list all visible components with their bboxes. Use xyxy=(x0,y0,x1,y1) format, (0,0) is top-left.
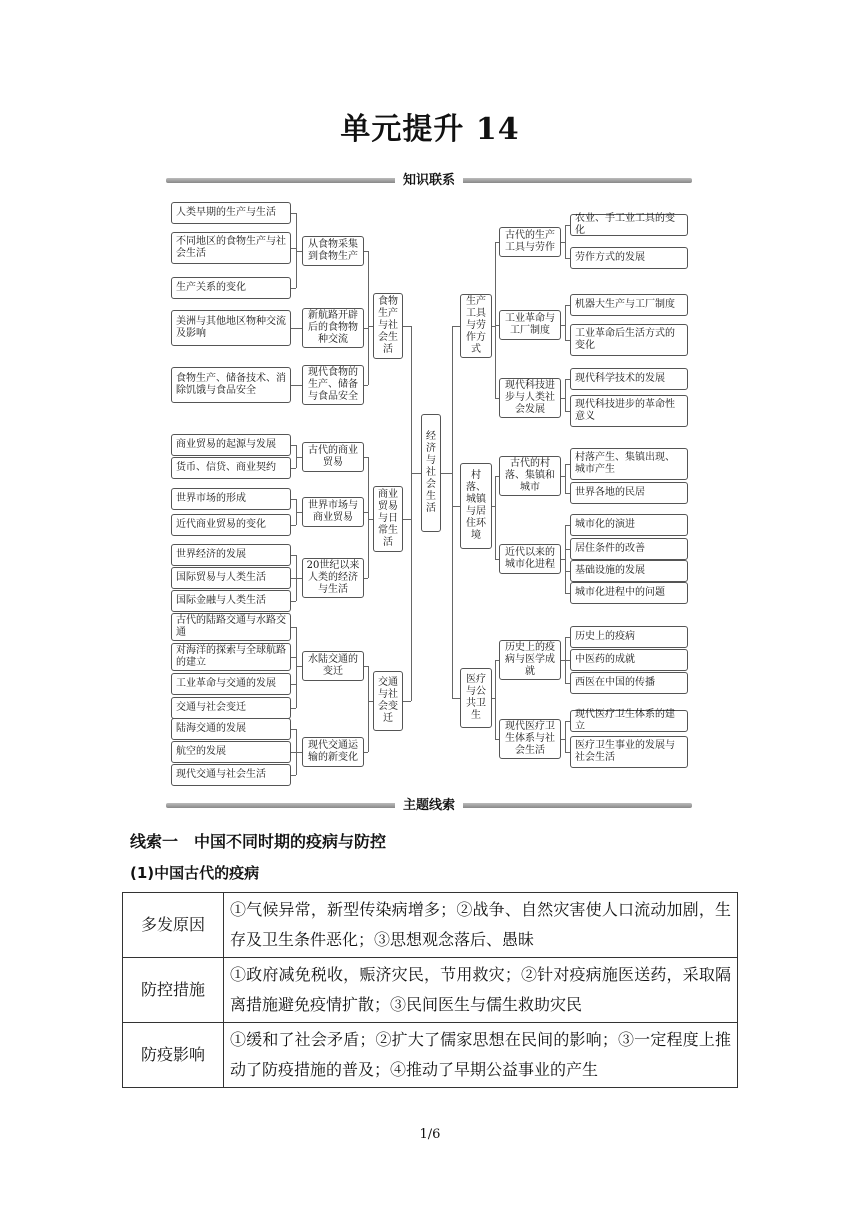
sub-topic: 从食物采集到食物生产 xyxy=(302,236,364,266)
topic-item: 不同地区的食物生产与社会生活 xyxy=(171,232,291,264)
section-heading: 线索一 中国不同时期的疫病与防控 xyxy=(130,832,387,851)
connector-line xyxy=(565,464,570,465)
connector-line xyxy=(565,683,570,684)
topic-item: 国际金融与人类生活 xyxy=(171,590,291,612)
topic-item: 机器大生产与工厂制度 xyxy=(570,294,688,316)
topic-item: 商业贸易的起源与发展 xyxy=(171,434,291,456)
connector-line xyxy=(495,476,496,559)
topic-item: 陆海交通的发展 xyxy=(171,718,291,740)
topic-item: 古代的陆路交通与水路交通 xyxy=(171,613,291,641)
connector-line xyxy=(291,684,296,685)
connector-line xyxy=(452,506,460,507)
topic-item: 医疗卫生事业的发展与社会生活 xyxy=(570,736,688,768)
topic-item: 世界市场的形成 xyxy=(171,488,291,510)
topic-item: 村落产生、集镇出现、城市产生 xyxy=(570,448,688,480)
sub-topic: 历史上的疫病与医学成就 xyxy=(499,640,561,680)
topic-item: 农业、手工业工具的变化 xyxy=(570,214,688,236)
connector-line xyxy=(492,326,495,327)
row-value: ①气候异常，新型传染病增多；②战争、自然灾害使人口流动加剧，生存及卫生条件恶化；③思想观念落后、愚昧 xyxy=(224,893,738,958)
connector-line xyxy=(561,398,565,399)
connector-line xyxy=(561,476,565,477)
connector-line xyxy=(561,739,565,740)
connector-line xyxy=(296,752,302,753)
connector-line xyxy=(291,288,296,289)
topic-item: 对海洋的探索与全球航路的建立 xyxy=(171,643,291,671)
connector-line xyxy=(368,666,369,752)
topic-item: 国际贸易与人类生活 xyxy=(171,567,291,589)
topic-item: 中医药的成就 xyxy=(570,649,688,671)
topic-item: 交通与社会变迁 xyxy=(171,697,291,719)
connector-line xyxy=(364,752,368,753)
connector-line xyxy=(291,555,296,556)
topic-item: 工业革命后生活方式的变化 xyxy=(570,324,688,356)
table-row xyxy=(123,1023,738,1088)
connector-line xyxy=(565,593,570,594)
topic-item: 美洲与其他地区物种交流及影响 xyxy=(171,310,291,346)
row-key: 防疫影响 xyxy=(123,1023,224,1088)
topic-item: 货币、信贷、商业契约 xyxy=(171,457,291,479)
connector-line xyxy=(565,411,570,412)
page-number: 1/6 xyxy=(419,1127,441,1142)
connector-line xyxy=(411,473,421,474)
topic-item: 劳作方式的发展 xyxy=(570,247,688,269)
connector-line xyxy=(495,325,499,326)
main-topic: 食物生产与社会生活 xyxy=(373,293,403,359)
connector-line xyxy=(565,752,570,753)
connector-line xyxy=(364,328,368,329)
connector-line xyxy=(452,698,460,699)
connector-line xyxy=(492,698,495,699)
connector-line xyxy=(565,549,570,550)
topic-item: 现代交通与社会生活 xyxy=(171,764,291,786)
connector-line xyxy=(565,305,570,306)
topic-item: 航空的发展 xyxy=(171,741,291,763)
connector-line xyxy=(364,666,368,667)
info-table xyxy=(122,892,738,1088)
row-value: ①政府减免税收，赈济灾民，节用救灾；②针对疫病施医送药，采取隔离措施避免疫情扩散；③民间医生与儒生救助灾民 xyxy=(224,958,738,1023)
connector-line xyxy=(291,775,296,776)
connector-line xyxy=(565,305,566,340)
connector-line xyxy=(364,578,368,579)
center-topic: 经济与社会生活 xyxy=(421,414,441,532)
topic-item: 居住条件的改善 xyxy=(570,538,688,560)
connector-line xyxy=(565,340,570,341)
connector-line xyxy=(561,325,565,326)
connector-line xyxy=(291,657,296,658)
connector-line xyxy=(296,457,302,458)
topic-item: 现代科学技术的发展 xyxy=(570,368,688,390)
sub-topic: 现代交通运输的新变化 xyxy=(302,737,364,767)
connector-line xyxy=(368,701,373,702)
topic-item: 工业革命与交通的发展 xyxy=(171,673,291,695)
row-key: 防控措施 xyxy=(123,958,224,1023)
connector-line xyxy=(296,328,302,329)
connector-line xyxy=(452,326,460,327)
connector-line xyxy=(403,326,411,327)
topic-item: 生产关系的变化 xyxy=(171,277,291,299)
connector-line xyxy=(495,739,499,740)
sub-topic: 现代医疗卫生体系与社会生活 xyxy=(499,719,561,759)
sub-topic: 古代的村落、集镇和城市 xyxy=(499,456,561,496)
table-row xyxy=(123,958,738,1023)
connector-line xyxy=(565,571,570,572)
connector-line xyxy=(403,519,411,520)
connector-line xyxy=(368,519,373,520)
topic-item: 西医在中国的传播 xyxy=(570,672,688,694)
connector-line xyxy=(291,729,296,730)
topic-item: 现代科技进步的革命性意义 xyxy=(570,395,688,427)
connector-line xyxy=(364,385,368,386)
connector-line xyxy=(561,559,565,560)
connector-line xyxy=(364,512,368,513)
connector-line xyxy=(565,493,570,494)
row-key: 多发原因 xyxy=(123,893,224,958)
connector-line xyxy=(495,660,496,739)
topic-item: 城市化进程中的问题 xyxy=(570,582,688,604)
connector-line xyxy=(291,601,296,602)
connector-line xyxy=(291,627,296,628)
sub-topic: 新航路开辟后的食物物种交流 xyxy=(302,308,364,348)
page-title: 单元提升 14 xyxy=(340,112,520,147)
topic-item: 近代商业贸易的变化 xyxy=(171,514,291,536)
connector-line xyxy=(561,660,565,661)
connector-line xyxy=(492,506,495,507)
connector-line xyxy=(495,660,499,661)
sub-topic: 古代的商业贸易 xyxy=(302,442,364,472)
connector-line xyxy=(296,512,302,513)
connector-line xyxy=(291,525,296,526)
connector-line xyxy=(368,457,369,579)
banner-label: 主题线索 xyxy=(395,798,463,813)
sub-topic: 古代的生产工具与劳作 xyxy=(499,227,561,257)
connector-line xyxy=(565,637,570,638)
sub-topic: 现代食物的生产、储备与食品安全 xyxy=(302,365,364,405)
connector-line xyxy=(291,468,296,469)
connector-line xyxy=(495,242,496,398)
connector-line xyxy=(452,326,453,698)
connector-line xyxy=(565,258,570,259)
connector-line xyxy=(561,242,565,243)
table-row xyxy=(123,893,738,958)
connector-line xyxy=(441,473,452,474)
sub-topic: 世界市场与商业贸易 xyxy=(302,497,364,527)
connector-line xyxy=(565,525,570,526)
connector-line xyxy=(565,225,570,226)
banner-theme xyxy=(166,794,692,816)
connector-line xyxy=(296,578,302,579)
connector-line xyxy=(368,251,369,386)
connector-line xyxy=(291,445,296,446)
sub-heading: (1)中国古代的疫病 xyxy=(130,864,260,882)
main-topic: 村落、城镇与居住环境 xyxy=(460,463,492,549)
connector-line xyxy=(364,457,368,458)
main-topic: 生产工具与劳作方式 xyxy=(460,294,492,358)
connector-line xyxy=(364,251,368,252)
topic-item: 现代医疗卫生体系的建立 xyxy=(570,710,688,732)
topic-item: 基础设施的发展 xyxy=(570,560,688,582)
connector-line xyxy=(296,251,302,252)
main-topic: 交通与社会变迁 xyxy=(373,671,403,731)
topic-item: 世界经济的发展 xyxy=(171,544,291,566)
banner-knowledge xyxy=(166,169,692,191)
sub-topic: 近代以来的城市化进程 xyxy=(499,544,561,574)
connector-line xyxy=(495,398,499,399)
sub-topic: 20世纪以来人类的经济与生活 xyxy=(302,558,364,598)
topic-item: 历史上的疫病 xyxy=(570,626,688,648)
connector-line xyxy=(403,701,411,702)
connector-line xyxy=(291,213,296,214)
sub-topic: 工业革命与工厂制度 xyxy=(499,310,561,340)
connector-line xyxy=(296,385,302,386)
connector-line xyxy=(296,666,302,667)
connector-line xyxy=(495,242,499,243)
connector-line xyxy=(291,499,296,500)
connector-line xyxy=(565,525,566,593)
banner-label: 知识联系 xyxy=(395,173,463,188)
sub-topic: 水陆交通的变迁 xyxy=(302,651,364,681)
connector-line xyxy=(411,326,412,701)
connector-line xyxy=(565,721,566,752)
mind-map xyxy=(166,196,692,786)
topic-item: 世界各地的民居 xyxy=(570,482,688,504)
connector-line xyxy=(565,379,566,411)
main-topic: 医疗与公共卫生 xyxy=(460,668,492,728)
connector-line xyxy=(565,379,570,380)
connector-line xyxy=(291,708,296,709)
topic-item: 城市化的演进 xyxy=(570,514,688,536)
connector-line xyxy=(291,248,296,249)
connector-line xyxy=(565,660,570,661)
connector-line xyxy=(368,326,373,327)
connector-line xyxy=(495,476,499,477)
topic-item: 人类早期的生产与生活 xyxy=(171,202,291,224)
connector-line xyxy=(296,627,297,708)
connector-line xyxy=(565,225,566,258)
row-value: ①缓和了社会矛盾；②扩大了儒家思想在民间的影响；③一定程度上推动了防疫措施的普及；④推动了早期公益事业的产生 xyxy=(224,1023,738,1088)
sub-topic: 现代科技进步与人类社会发展 xyxy=(499,378,561,418)
connector-line xyxy=(565,464,566,493)
connector-line xyxy=(495,559,499,560)
connector-line xyxy=(565,721,570,722)
topic-item: 食物生产、储备技术、消除饥饿与食品安全 xyxy=(171,367,291,403)
main-topic: 商业贸易与日常生活 xyxy=(373,486,403,552)
